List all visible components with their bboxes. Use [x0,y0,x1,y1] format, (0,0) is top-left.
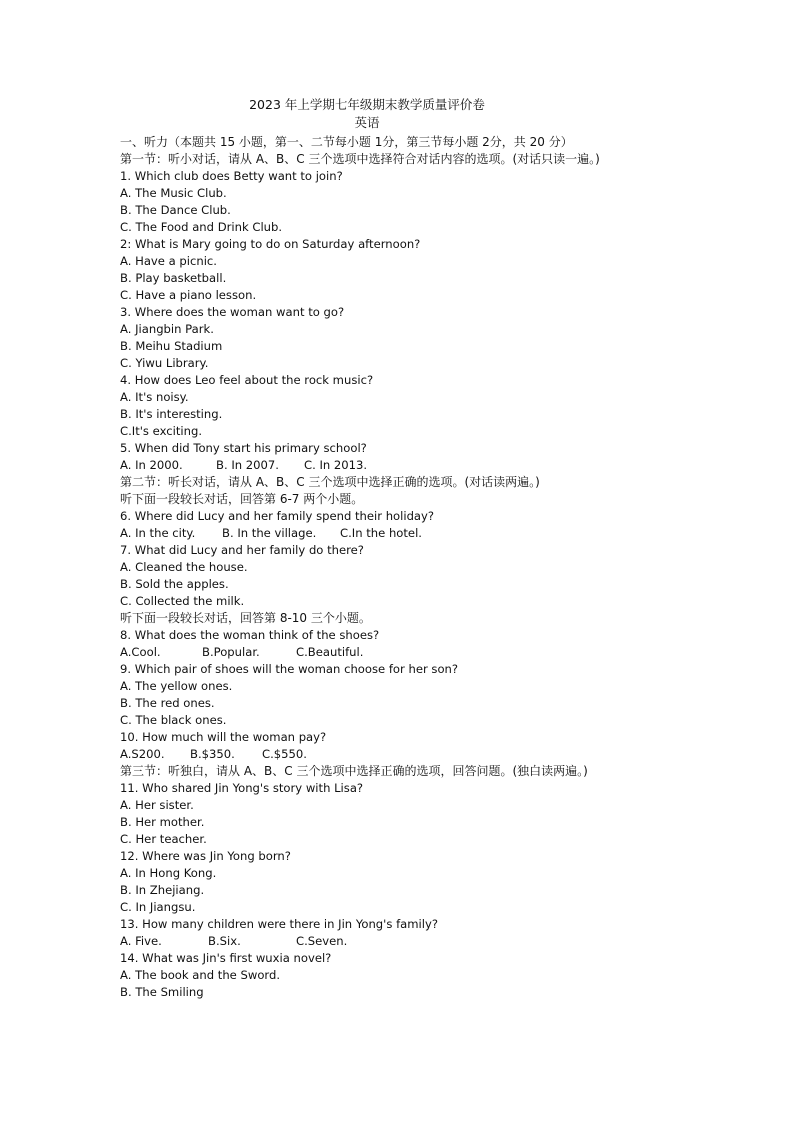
option-line: B. The Dance Club. [120,203,231,217]
question-12: 12. Where was Jin Yong born? [120,849,291,863]
option-line: C. In Jiangsu. [120,900,196,914]
option-line: B. The red ones. [120,696,215,710]
question-5: 5. When did Tony start his primary school? [120,441,367,455]
option-line: B. Sold the apples. [120,577,229,591]
question-10: 10. How much will the woman pay? [120,730,327,744]
option-c: C.Beautiful. [296,645,364,659]
option-line: C. The black ones. [120,713,227,727]
dialogue-instruction: 听下面一段较长对话，回答第 8-10 三个小题。 [120,611,371,625]
exam-title: 2023 年上学期七年级期末教学质量评价卷 [249,97,485,112]
option-line: C. Yiwu Library. [120,356,209,370]
option-b: B.Popular. [202,645,260,659]
option-line: C. Her teacher. [120,832,207,846]
option-line: A. Her sister. [120,798,194,812]
options-row [120,933,780,950]
section-heading: 一、听力（本题共 15 小题，第一、二节每小题 1分，第三节每小题 2分，共 20 分） [120,135,573,149]
option-line: A. Cleaned the house. [120,560,248,574]
option-c: C. In 2013. [304,458,368,472]
option-a: A. In 2000. [120,458,183,472]
option-a: A. In the city. [120,526,196,540]
options-row [120,457,780,474]
option-c: C.$550. [262,747,307,761]
dialogue-instruction: 听下面一段较长对话，回答第 6-7 两个小题。 [120,492,364,506]
option-line: A. The Music Club. [120,186,227,200]
question-14: 14. What was Jin's first wuxia novel? [120,951,332,965]
option-a: A.Cool. [120,645,161,659]
option-line: A. The yellow ones. [120,679,233,693]
option-b: B. In 2007. [216,458,279,472]
option-a: A.S200. [120,747,165,761]
part-instruction: 第一节：听小对话，请从 A、B、C 三个选项中选择符合对话内容的选项。(对话只读一遍。) [120,152,600,166]
question-11: 11. Who shared Jin Yong's story with Lisa? [120,781,364,795]
option-line: A. In Hong Kong. [120,866,217,880]
option-line: B. It's interesting. [120,407,223,421]
option-c: C.Seven. [296,934,348,948]
question-9: 9. Which pair of shoes will the woman choose for her son? [120,662,459,676]
option-line: A. Jiangbin Park. [120,322,214,336]
option-line: B. Her mother. [120,815,205,829]
part-instruction: 第二节：听长对话，请从 A、B、C 三个选项中选择正确的选项。(对话读两遍。) [120,475,540,489]
option-line: C. The Food and Drink Club. [120,220,283,234]
option-line: C. Collected the milk. [120,594,245,608]
part-instruction: 第三节：听独白，请从 A、B、C 三个选项中选择正确的选项，回答问题。(独白读两遍。) [120,764,588,778]
option-a: A. Five. [120,934,162,948]
options-row [120,644,780,661]
option-line: A. The book and the Sword. [120,968,281,982]
question-8: 8. What does the woman think of the shoes? [120,628,380,642]
option-line: B. Meihu Stadium [120,339,223,353]
exam-subject: 英语 [354,115,380,130]
question-6: 6. Where did Lucy and her family spend their holiday? [120,509,435,523]
option-b: B.Six. [208,934,241,948]
question-13: 13. How many children were there in Jin Yong's family? [120,917,439,931]
option-line: C. Have a piano lesson. [120,288,257,302]
options-row [120,746,780,763]
options-row [120,525,780,542]
option-line: B. The Smiling [120,985,204,999]
question-2: 2: What is Mary going to do on Saturday afternoon? [120,237,421,251]
question-7: 7. What did Lucy and her family do there? [120,543,364,557]
option-b: B. In the village. [222,526,317,540]
question-1: 1. Which club does Betty want to join? [120,169,343,183]
option-line: C.It's exciting. [120,424,202,438]
question-4: 4. How does Leo feel about the rock music? [120,373,374,387]
option-line: B. Play basketball. [120,271,227,285]
option-line: B. In Zhejiang. [120,883,205,897]
option-line: A. Have a picnic. [120,254,217,268]
question-3: 3. Where does the woman want to go? [120,305,345,319]
option-c: C.In the hotel. [340,526,422,540]
exam-content [120,134,780,1001]
option-line: A. It's noisy. [120,390,189,404]
option-b: B.$350. [190,747,235,761]
